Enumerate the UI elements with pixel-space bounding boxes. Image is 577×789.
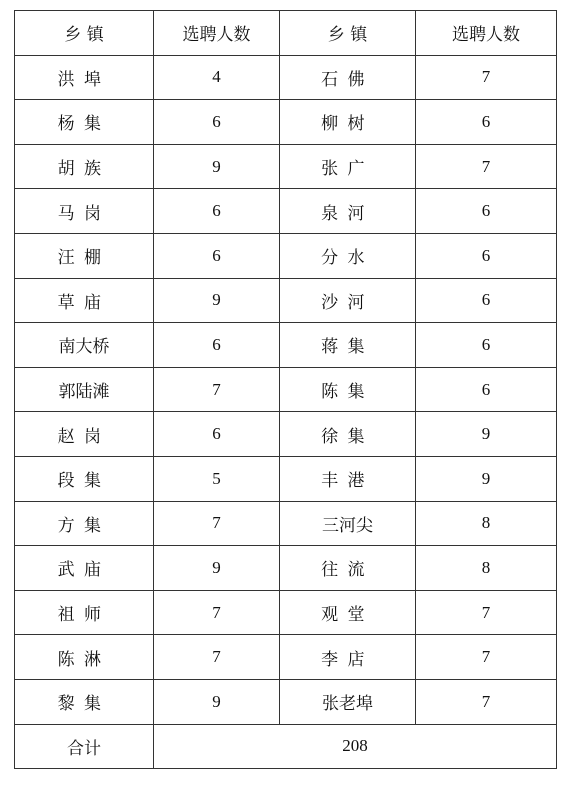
left-town-cell: 祖师 (15, 590, 154, 635)
right-count-cell: 6 (416, 233, 557, 278)
quota-table (14, 10, 557, 769)
right-town-cell: 往流 (280, 546, 416, 591)
right-count-cell: 9 (416, 456, 557, 501)
left-count-cell: 4 (154, 55, 280, 100)
table-row (15, 456, 557, 501)
left-count-cell: 6 (154, 412, 280, 457)
right-town-cell: 陈集 (280, 367, 416, 412)
left-town-cell: 武庙 (15, 546, 154, 591)
left-count-cell: 9 (154, 546, 280, 591)
table-row (15, 278, 557, 323)
left-town-cell: 赵岗 (15, 412, 154, 457)
right-count-cell: 7 (416, 144, 557, 189)
header-count-1: 选聘人数 (154, 11, 280, 56)
right-town-cell: 张老埠 (280, 679, 416, 724)
right-town-cell: 丰港 (280, 456, 416, 501)
table-row (15, 55, 557, 100)
right-count-cell: 6 (416, 367, 557, 412)
left-town-cell: 段集 (15, 456, 154, 501)
header-town-2: 乡 镇 (280, 11, 416, 56)
right-count-cell: 7 (416, 590, 557, 635)
table-row (15, 323, 557, 368)
right-count-cell: 7 (416, 635, 557, 680)
left-town-cell: 陈淋 (15, 635, 154, 680)
table-row (15, 501, 557, 546)
table-row (15, 635, 557, 680)
header-town-1: 乡 镇 (15, 11, 154, 56)
total-value: 208 (154, 724, 557, 769)
left-town-cell: 杨集 (15, 100, 154, 145)
right-count-cell: 6 (416, 278, 557, 323)
right-town-cell: 李店 (280, 635, 416, 680)
right-count-cell: 6 (416, 100, 557, 145)
table-row (15, 189, 557, 234)
right-count-cell: 6 (416, 323, 557, 368)
right-town-cell: 蒋集 (280, 323, 416, 368)
left-count-cell: 6 (154, 100, 280, 145)
left-town-cell: 洪埠 (15, 55, 154, 100)
right-town-cell: 泉河 (280, 189, 416, 234)
header-count-2: 选聘人数 (416, 11, 557, 56)
right-town-cell: 分水 (280, 233, 416, 278)
left-count-cell: 9 (154, 278, 280, 323)
left-count-cell: 5 (154, 456, 280, 501)
right-town-cell: 徐集 (280, 412, 416, 457)
right-town-cell: 柳树 (280, 100, 416, 145)
left-town-cell: 草庙 (15, 278, 154, 323)
table-row (15, 367, 557, 412)
left-count-cell: 6 (154, 233, 280, 278)
left-town-cell: 南大桥 (15, 323, 154, 368)
table-row (15, 590, 557, 635)
left-count-cell: 6 (154, 323, 280, 368)
right-count-cell: 9 (416, 412, 557, 457)
left-town-cell: 郭陆滩 (15, 367, 154, 412)
left-town-cell: 胡族 (15, 144, 154, 189)
left-count-cell: 7 (154, 367, 280, 412)
left-count-cell: 9 (154, 679, 280, 724)
left-town-cell: 马岗 (15, 189, 154, 234)
right-count-cell: 8 (416, 501, 557, 546)
left-count-cell: 6 (154, 189, 280, 234)
table-body (15, 55, 557, 769)
right-count-cell: 6 (416, 189, 557, 234)
left-count-cell: 9 (154, 144, 280, 189)
left-count-cell: 7 (154, 501, 280, 546)
quota-table-container (14, 10, 556, 769)
right-town-cell: 张广 (280, 144, 416, 189)
left-town-cell: 黎集 (15, 679, 154, 724)
table-header-row (15, 11, 557, 56)
total-label: 合计 (15, 724, 154, 769)
left-count-cell: 7 (154, 590, 280, 635)
right-town-cell: 石佛 (280, 55, 416, 100)
right-town-cell: 三河尖 (280, 501, 416, 546)
left-town-cell: 汪棚 (15, 233, 154, 278)
right-town-cell: 观堂 (280, 590, 416, 635)
right-count-cell: 7 (416, 55, 557, 100)
left-town-cell: 方集 (15, 501, 154, 546)
table-row (15, 233, 557, 278)
right-town-cell: 沙河 (280, 278, 416, 323)
right-count-cell: 8 (416, 546, 557, 591)
table-row (15, 412, 557, 457)
right-count-cell: 7 (416, 679, 557, 724)
table-row (15, 679, 557, 724)
table-row (15, 100, 557, 145)
table-row (15, 546, 557, 591)
left-count-cell: 7 (154, 635, 280, 680)
table-row (15, 144, 557, 189)
total-row (15, 724, 557, 769)
